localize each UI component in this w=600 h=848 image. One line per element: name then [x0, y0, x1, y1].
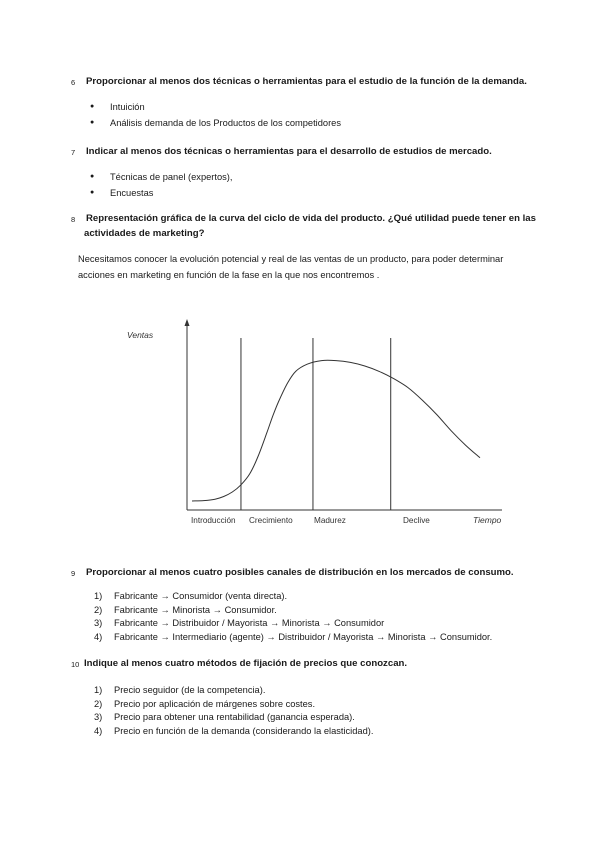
list-item: 1) Fabricante → Consumidor (venta directa).	[94, 591, 288, 601]
list-item: 4) Precio en función de la demanda (considerando la elasticidad).	[94, 725, 374, 736]
answer-line: acciones en marketing en función de la fase en la que nos encontremos .	[78, 269, 380, 280]
y-axis-label: Ventas	[127, 330, 154, 340]
question-text: Proporcionar al menos dos técnicas o herramientas para el estudio de la función de la demanda.	[86, 76, 527, 87]
stage-label-declive: Declive	[403, 516, 430, 525]
question-number: 6	[71, 78, 76, 87]
list-item: ● Encuestas	[90, 185, 232, 201]
answer-list-7	[90, 169, 232, 201]
answer-list-10	[94, 684, 373, 738]
stage-label-introduccion: Introducción	[191, 516, 236, 525]
product-life-cycle-chart	[110, 310, 520, 535]
question-number: 7	[71, 148, 76, 157]
list-item: ● Intuición	[90, 99, 341, 115]
question-text-line1: Representación gráfica de la curva del ciclo de vida del producto. ¿Qué utilidad puede tener en las	[86, 213, 536, 224]
question-number: 8	[71, 215, 76, 224]
question-number: 10	[71, 660, 80, 669]
stage-label-madurez: Madurez	[314, 516, 346, 525]
question-text-line2: actividades de marketing?	[84, 228, 205, 239]
list-item: 4) Fabricante → Intermediario (agente) → Distribuidor / Mayorista → Minorista → Consumidor.	[94, 631, 493, 642]
question-9	[72, 565, 542, 580]
sales-curve	[192, 360, 480, 501]
question-8	[72, 211, 542, 241]
question-text: Indique al menos cuatro métodos de fijación de precios que conozcan.	[84, 658, 408, 669]
answer-list-6	[90, 99, 341, 131]
list-item: 2) Fabricante → Minorista → Consumidor.	[94, 604, 277, 615]
list-item: 2) Precio por aplicación de márgenes sobre costes.	[94, 698, 316, 709]
list-item: ● Análisis demanda de los Productos de los competidores	[90, 115, 341, 131]
question-text: Indicar al menos dos técnicas o herramientas para el desarrollo de estudios de mercado.	[86, 146, 492, 157]
question-10	[72, 656, 542, 671]
question-7	[72, 144, 542, 159]
answer-paragraph-8	[78, 252, 538, 283]
question-number: 9	[71, 569, 76, 578]
question-text: Proporcionar al menos cuatro posibles canales de distribución en los mercados de consumo.	[86, 567, 514, 578]
list-item: 3) Fabricante → Distribuidor / Mayorista → Minorista → Consumidor	[94, 618, 385, 629]
list-item: 3) Precio para obtener una rentabilidad (ganancia esperada).	[94, 712, 355, 723]
answer-line: Necesitamos conocer la evolución potencial y real de las ventas de un producto, para poder determinar	[78, 254, 504, 264]
stage-label-crecimiento: Crecimiento	[249, 516, 293, 525]
y-axis-arrow	[185, 319, 190, 326]
answer-list-9	[94, 590, 492, 644]
list-item: ● Técnicas de panel (expertos),	[90, 169, 232, 185]
question-6	[72, 74, 542, 89]
list-item: 1) Precio seguidor (de la competencia).	[94, 685, 266, 695]
x-axis-label: Tiempo	[473, 515, 502, 525]
